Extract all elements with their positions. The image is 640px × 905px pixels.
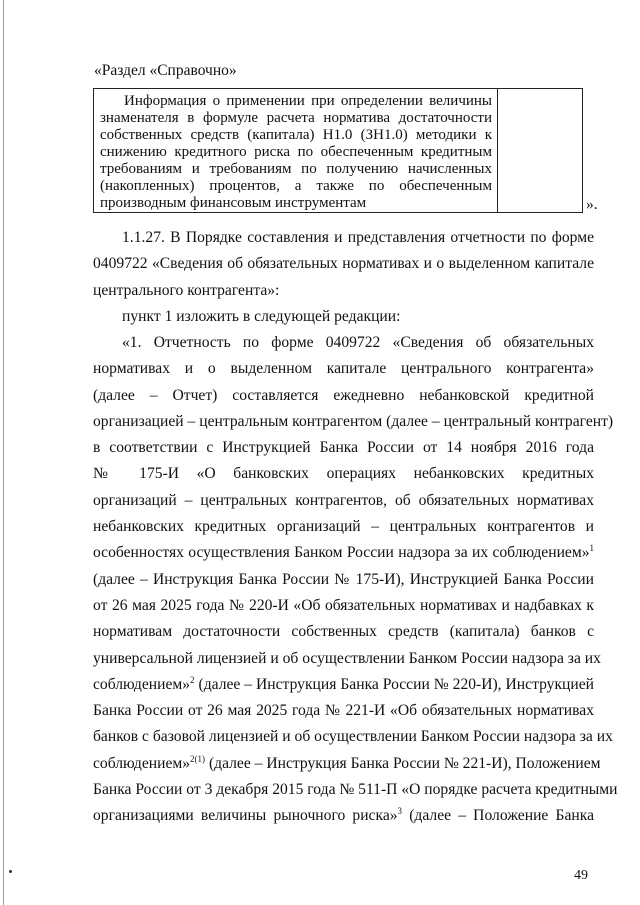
footnote-marker: 2 bbox=[190, 674, 195, 685]
section-heading: «Раздел «Справочно» bbox=[94, 62, 237, 79]
paragraph-1-1-27 bbox=[93, 225, 594, 330]
text-line: 1.1.27. В Порядке составления и представления отчетности по форме bbox=[122, 229, 594, 246]
line-text: соблюдением» bbox=[93, 675, 191, 693]
text-line: центрального контрагента»: bbox=[93, 281, 280, 299]
reference-table-line: производным финансовым инструментам bbox=[100, 195, 367, 211]
instruction-line: пункт 1 изложить в следующей редакции: bbox=[122, 307, 401, 325]
scan-margin-line bbox=[3, 0, 4, 905]
footnote-marker: 1 bbox=[589, 543, 594, 554]
scan-artifact-dot bbox=[9, 870, 12, 873]
text-line: нормативах и о выделенном капитале центрального контрагента» bbox=[93, 360, 594, 378]
reference-table-line: знаменателя в формуле расчета норматива достаточности bbox=[100, 110, 492, 126]
footnote-marker: 2(1) bbox=[190, 753, 206, 764]
closing-quote-mark: ». bbox=[586, 196, 598, 213]
reference-table-line: требованиям и требованиям по получению начисленных bbox=[100, 161, 492, 177]
line-text: особенностях осуществления Банком России надзора за их соблюдением» bbox=[93, 544, 590, 562]
footnote-marker: 3 bbox=[397, 806, 403, 817]
page-number: 49 bbox=[574, 868, 588, 883]
text-line: в соответствии с Инструкцией Банка России от 14 ноября 2016 года bbox=[93, 439, 594, 457]
text-line: универсальной лицензией и об осуществлении Банком России надзора за их bbox=[93, 649, 601, 667]
reference-table-line: (накопленных) процентов, а также по обеспеченным bbox=[100, 178, 492, 194]
quoted-paragraph bbox=[93, 330, 618, 830]
reference-table-line: Информация о применении при определении величины bbox=[124, 93, 492, 109]
text-line: 0409722 «Сведения об обязательных нормативах и о выделенном капитале bbox=[93, 255, 594, 273]
text-line: от 26 мая 2025 года № 220-И «Об обязательных нормативах и надбавках к bbox=[93, 596, 594, 614]
text-line: № 175-И «О банковских операциях небанковских кредитных bbox=[93, 465, 594, 483]
reference-table-line: собственных средств (капитала) Н1.0 (ЗН1.0) методики к bbox=[100, 127, 492, 143]
text-line bbox=[93, 672, 594, 698]
reference-table-line: снижению кредитного риска по обеспеченным кредитным bbox=[100, 144, 492, 160]
line-text: (далее – Инструкция Банка России № 220-И), Инструкцией bbox=[194, 675, 594, 693]
text-line bbox=[93, 803, 594, 829]
line-text: организациями величины рыночного риска» bbox=[93, 807, 398, 825]
text-line: организацией – центральным контрагентом (далее – центральный контрагент) bbox=[93, 412, 614, 430]
text-line bbox=[93, 540, 594, 566]
text-line: организаций – центральных контрагентов, об обязательных нормативах bbox=[93, 491, 594, 509]
line-text: (далее – Положение Банка bbox=[402, 807, 594, 825]
text-line: Банка России от 26 мая 2025 года № 221-И «Об обязательных нормативах bbox=[93, 702, 594, 720]
text-line: банков с базовой лицензией и об осуществлении Банком России надзора за их bbox=[93, 728, 613, 746]
line-text: (далее – Инструкция Банка России № 221-И), Положением bbox=[205, 754, 601, 772]
reference-table-value-cell bbox=[498, 89, 583, 213]
line-text: соблюдением» bbox=[93, 754, 191, 772]
text-line: (далее – Инструкция Банка России № 175-И), Инструкцией Банка России bbox=[93, 570, 594, 588]
text-line: Банка России от 3 декабря 2015 года № 511-П «О порядке расчета кредитными bbox=[93, 781, 618, 799]
reference-table bbox=[93, 88, 583, 213]
text-line: нормативам достаточности собственных средств (капитала) банков с bbox=[93, 623, 594, 641]
text-line: (далее – Отчет) составляется ежедневно небанковской кредитной bbox=[93, 386, 594, 404]
reference-table-label-cell bbox=[94, 89, 498, 213]
text-line: «1. Отчетность по форме 0409722 «Сведения об обязательных bbox=[122, 334, 594, 351]
text-line bbox=[93, 751, 601, 777]
text-line: небанковских кредитных организаций – центральных контрагентов и bbox=[93, 518, 594, 536]
